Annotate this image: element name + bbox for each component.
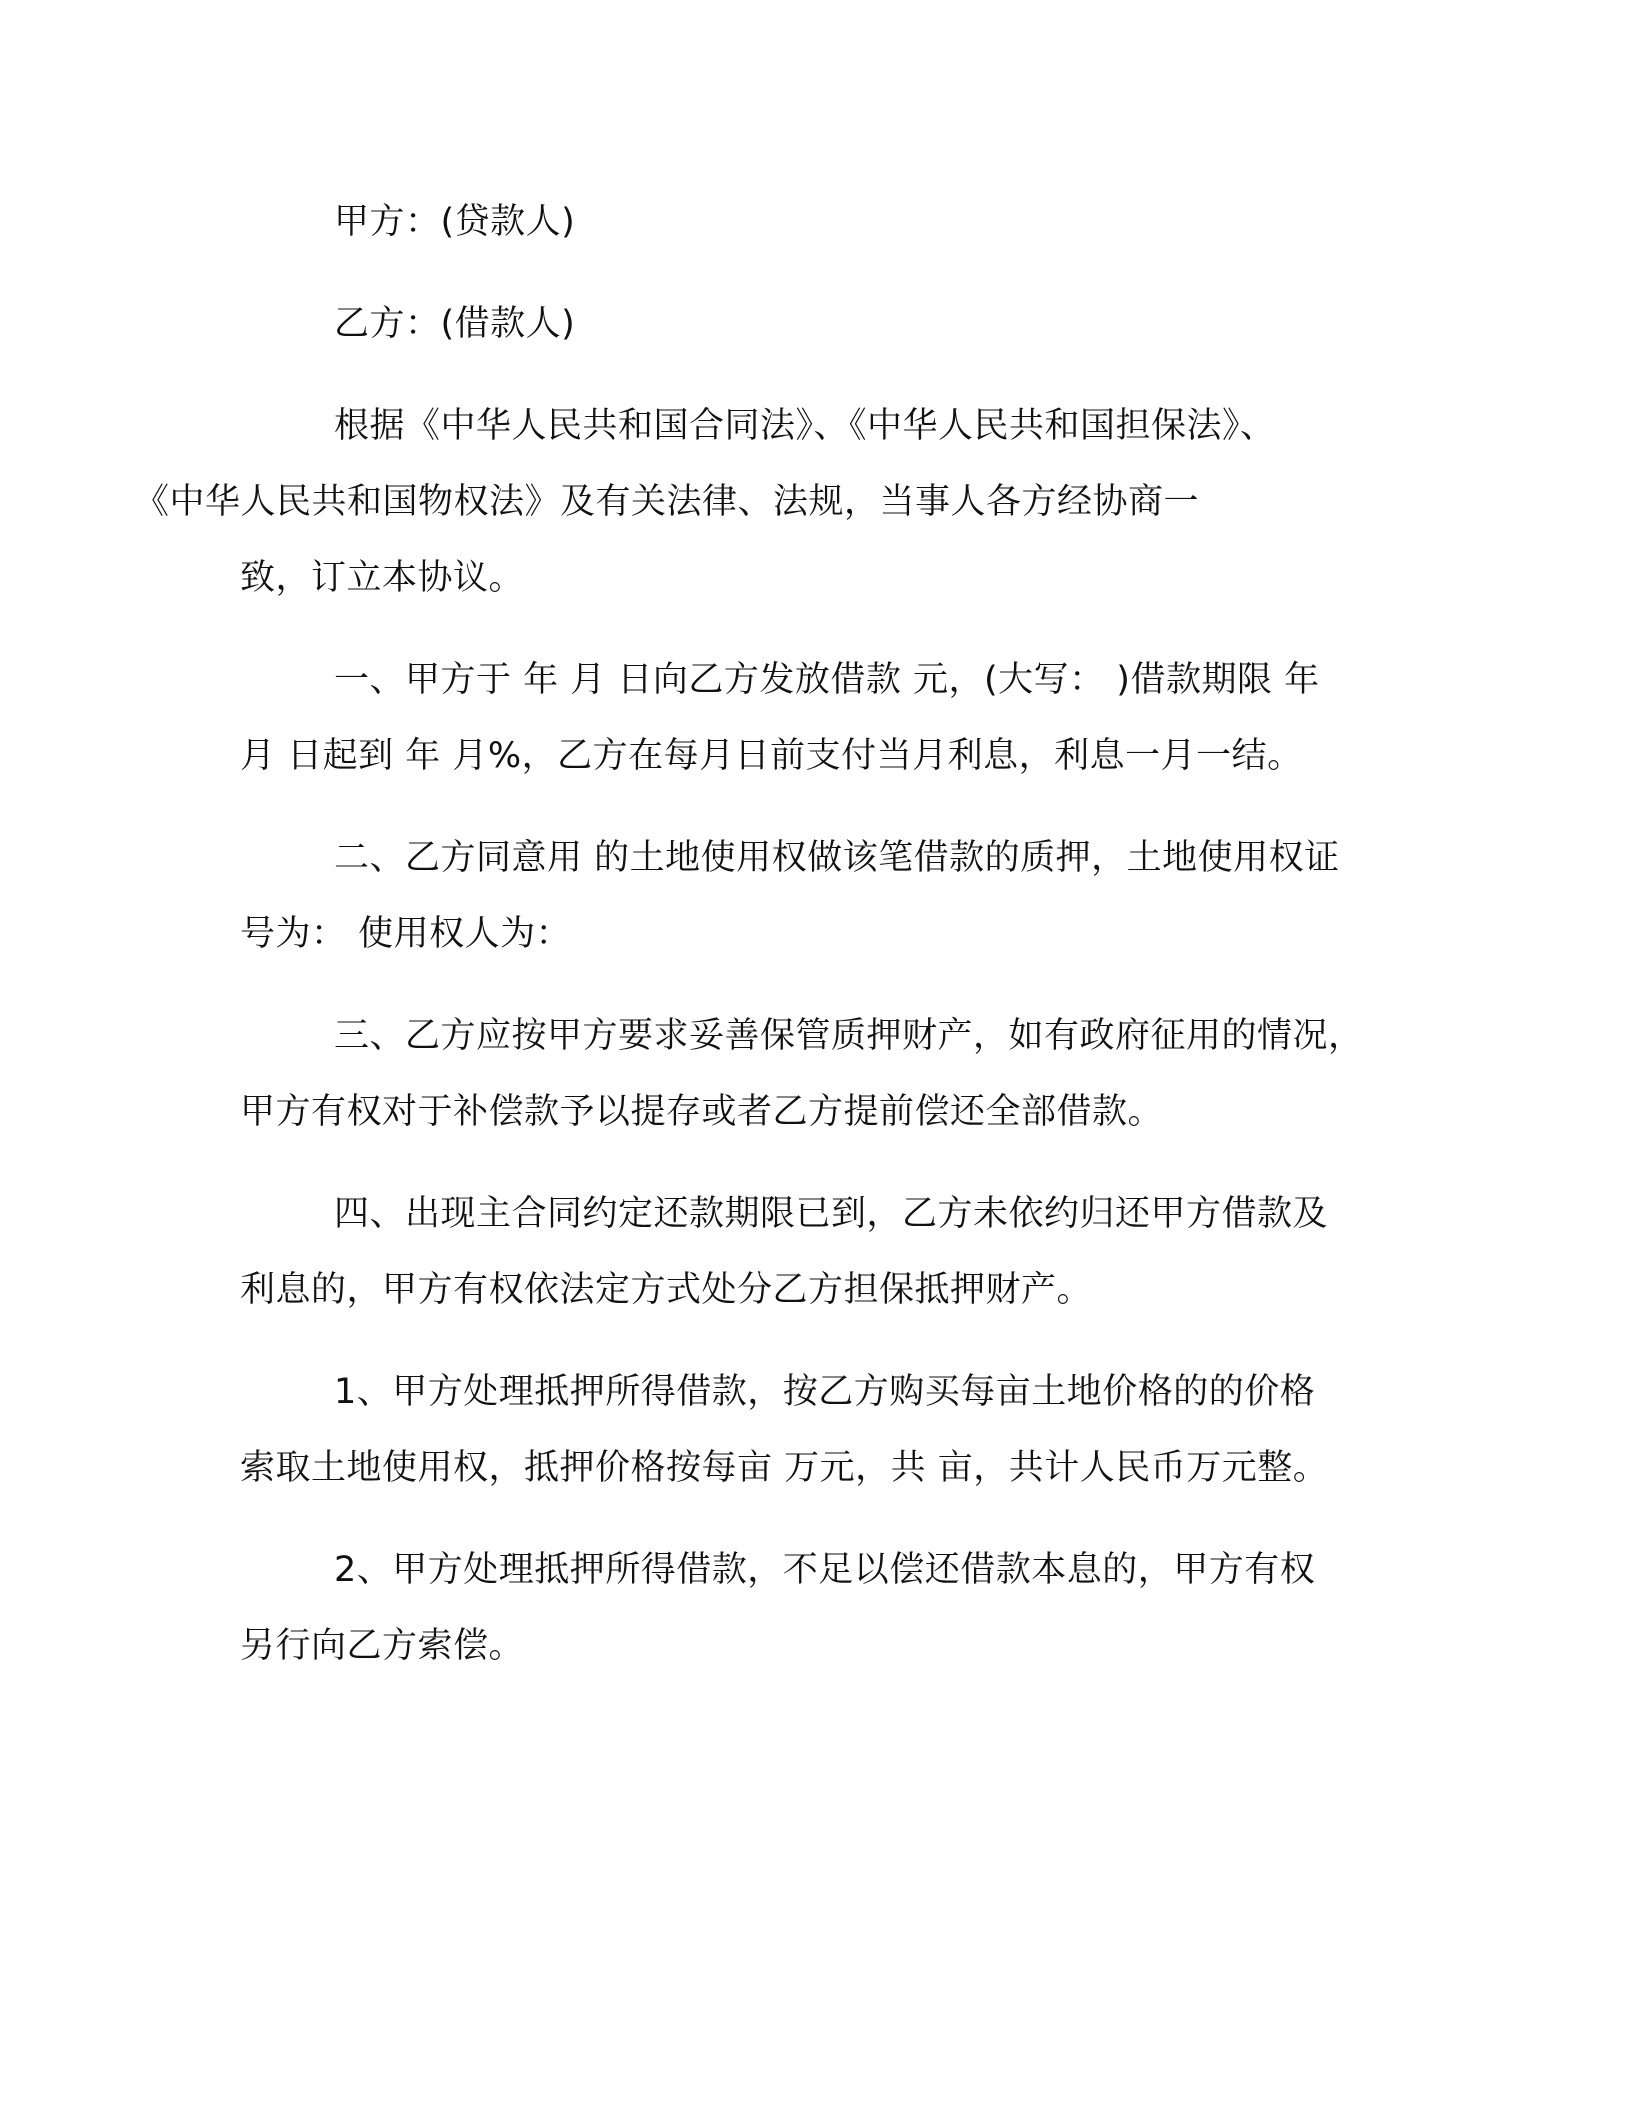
clause-2-paragraph xyxy=(240,820,1400,972)
item-1-line-1: 1、甲方处理抵押所得借款，按乙方购买每亩土地价格的的价格 xyxy=(334,1372,1316,1412)
preamble-paragraph xyxy=(134,388,1400,616)
item-2-line-1: 2、甲方处理抵押所得借款，不足以偿还借款本息的，甲方有权 xyxy=(334,1550,1316,1590)
clause-4-paragraph xyxy=(240,1176,1400,1328)
clause-4-line-1: 四、出现主合同约定还款期限已到，乙方未依约归还甲方借款及 xyxy=(334,1194,1329,1234)
preamble-line-2: 《中华人民共和国物权法》及有关法律、法规，当事人各方经协商一 xyxy=(134,482,1200,522)
party-a-line xyxy=(240,184,1400,260)
clause-3-paragraph xyxy=(240,998,1400,1150)
clause-1-paragraph xyxy=(240,642,1400,794)
document-body xyxy=(134,184,1400,1684)
clause-2-line-2: 号为： 使用权人为： xyxy=(240,914,572,954)
clause-2-line-1: 二、乙方同意用 的土地使用权做该笔借款的质押，土地使用权证 xyxy=(334,838,1340,878)
item-1-paragraph xyxy=(240,1354,1400,1506)
party-b-line xyxy=(240,286,1400,362)
clause-4-line-2: 利息的，甲方有权依法定方式处分乙方担保抵押财产。 xyxy=(240,1270,1093,1310)
party-b-text: 乙方：(借款人) xyxy=(334,304,576,344)
clause-1-line-2: 月 日起到 年 月%，乙方在每月日前支付当月利息，利息一月一结。 xyxy=(240,736,1303,776)
party-a-text: 甲方：(贷款人) xyxy=(334,202,576,242)
clause-3-line-2: 甲方有权对于补偿款予以提存或者乙方提前偿还全部借款。 xyxy=(240,1092,1164,1132)
item-2-paragraph xyxy=(240,1532,1400,1684)
preamble-line-3: 致，订立本协议。 xyxy=(240,558,525,598)
item-2-line-2: 另行向乙方索偿。 xyxy=(240,1626,525,1666)
clause-1-line-1: 一、甲方于 年 月 日向乙方发放借款 元，(大写： )借款期限 年 xyxy=(334,660,1320,700)
clause-3-line-1: 三、乙方应按甲方要求妥善保管质押财产，如有政府征用的情况， xyxy=(334,1016,1364,1056)
preamble-line-1: 根据《中华人民共和国合同法》、《中华人民共和国担保法》、 xyxy=(334,406,1276,446)
item-1-line-2: 索取土地使用权，抵押价格按每亩 万元，共 亩，共计人民币万元整。 xyxy=(240,1448,1329,1488)
